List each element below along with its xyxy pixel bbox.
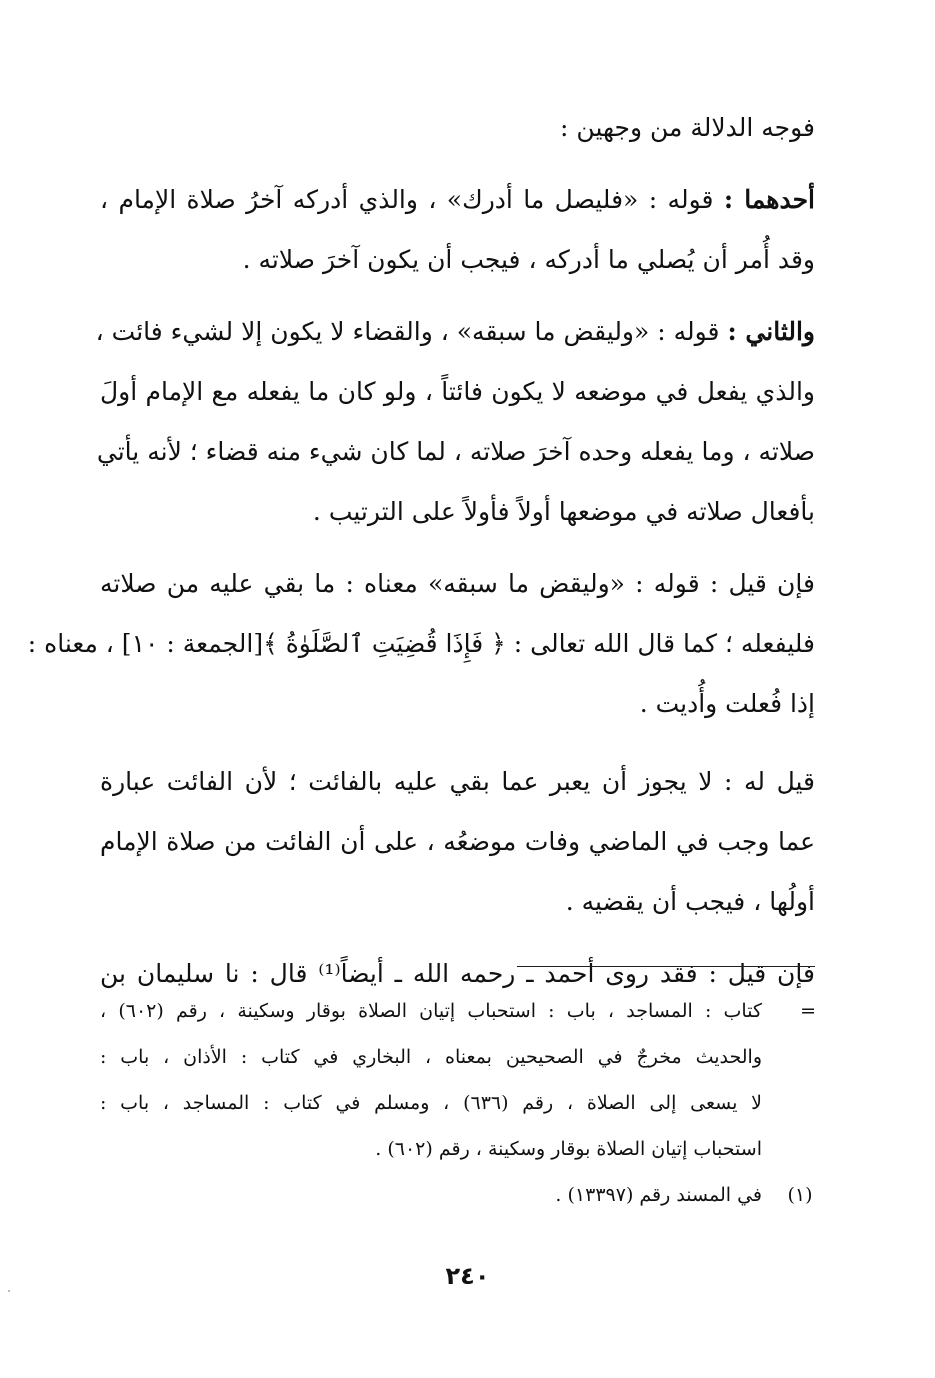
text-line: وقد أُمر أن يُصلي ما أدركه ، فيجب أن يكون آخرَ صلاته . bbox=[242, 245, 815, 274]
footnote-line: والحديث مخرجٌ في الصحيحين بمعناه ، البخاري في كتاب : الأذان ، باب : bbox=[100, 1046, 762, 1068]
continuation-marker: = bbox=[800, 1000, 816, 1022]
footnote-number: (١) bbox=[787, 1184, 813, 1206]
text-line: فوجه الدلالة من وجهين : bbox=[560, 113, 815, 142]
text-line: والذي يفعل في موضعه لا يكون فائتاً ، ولو كان ما يفعله مع الإمام أولَ bbox=[100, 377, 815, 406]
text-line: والثاني : قوله : «وليقض ما سبقه» ، والقضاء لا يكون إلا لشيء فائت ، bbox=[95, 317, 815, 346]
footnote-line: استحباب إتيان الصلاة بوقار وسكينة ، رقم (٦٠٢) . bbox=[375, 1138, 762, 1160]
footnote-divider bbox=[517, 966, 815, 967]
footnotes bbox=[100, 988, 820, 1218]
text-line: بأفعال صلاته في موضعها أولاً فأولاً على الترتيب . bbox=[312, 497, 815, 526]
text-line: فليفعله ؛ كما قال الله تعالى : ﴿ فَإِذَا قُضِيَتِ ٱلصَّلَوٰةُ ﴾[الجمعة : ١٠] ، معناه : bbox=[27, 629, 815, 658]
footnote-line: لا يسعى إلى الصلاة ، رقم (٦٣٦) ، ومسلم في كتاب : المساجد ، باب : bbox=[100, 1092, 762, 1114]
text-line: فإن قيل : فقد روى أحمد ـ رحمه الله ـ أيضاً⁽¹⁾ قال : نا سليمان بن bbox=[100, 959, 815, 988]
text-line: صلاته ، وما يفعله وحده آخرَ صلاته ، لما كان شيء منه قضاء ؛ لأنه يأتي bbox=[96, 437, 815, 466]
text-line: أولُها ، فيجب أن يقضيه . bbox=[565, 887, 815, 916]
text-line: قيل له : لا يجوز أن يعبر عما بقي عليه بالفائت ؛ لأن الفائت عبارة bbox=[100, 767, 815, 796]
text-line: عما وجب في الماضي وفات موضعُه ، على أن الفائت من صلاة الإمام bbox=[100, 827, 815, 856]
page-number: ٢٤٠ bbox=[445, 1262, 490, 1290]
footnote-line: (١) في المسند رقم (١٣٣٩٧) . bbox=[100, 1172, 820, 1218]
text-line: فإن قيل : قوله : «وليقض ما سبقه» معناه : ما بقي عليه من صلاته bbox=[100, 569, 815, 598]
lead-word: أحدهما : bbox=[723, 185, 815, 214]
main-text bbox=[27, 98, 815, 1004]
footnote-line: = كتاب : المساجد ، باب : استحباب إتيان الصلاة بوقار وسكينة ، رقم (٦٠٢) ، bbox=[100, 988, 820, 1034]
text-line: إذا فُعلت وأُديت . bbox=[639, 689, 815, 718]
text-line: أحدهما : قوله : «فليصل ما أدرك» ، والذي أدركه آخرُ صلاة الإمام ، bbox=[100, 185, 815, 214]
lead-word: والثاني : bbox=[727, 317, 815, 346]
scan-speck bbox=[8, 1290, 10, 1292]
